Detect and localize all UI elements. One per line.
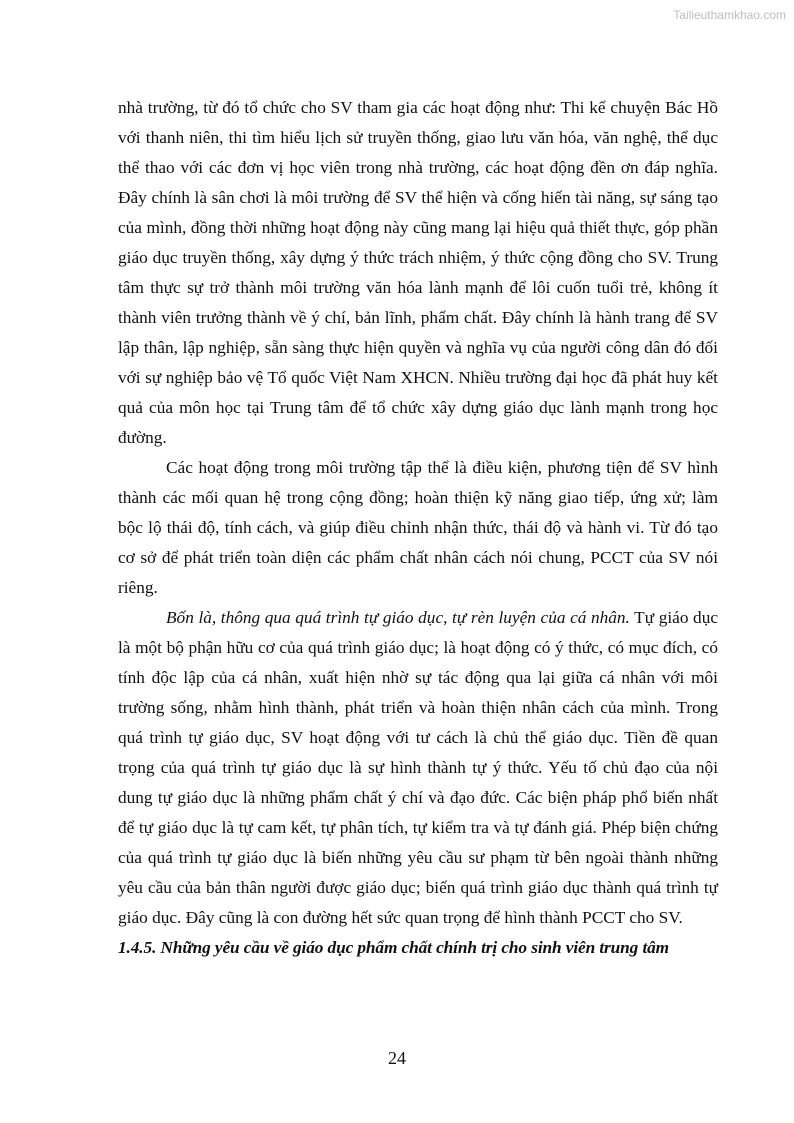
paragraph-lead-italic: Bốn là, thông qua quá trình tự giáo dục, tự rèn luyện của cá nhân. [166, 608, 630, 627]
watermark-text: Tailieuthamkhao.com [673, 8, 786, 22]
paragraph-continuation: nhà trường, từ đó tổ chức cho SV tham gia các hoạt động như: Thi kể chuyện Bác Hồ với thanh niên, thi tìm hiểu lịch sử truyền thống, giao lưu văn hóa, văn nghệ, thể dục thể thao với các đơn vị học viên trong nhà trường, các hoạt động đền ơn đáp nghĩa. Đây chính là sân chơi là môi trường để SV thể hiện và cống hiến tài năng, sự sáng tạo của mình, đồng thời những hoạt động này cũng mang lại hiệu quả thiết thực, góp phần giáo dục truyền thống, xây dựng ý thức trách nhiệm, ý thức cộng đồng cho SV. Trung tâm thực sự trở thành môi trường văn hóa lành mạnh để lôi cuốn tuổi trẻ, không ít thành viên trưởng thành về ý chí, bản lĩnh, phẩm chất. Đây chính là hành trang để SV lập thân, lập nghiệp, sẵn sàng thực hiện quyền và nghĩa vụ của người công dân đó đối với sự nghiệp bảo vệ Tổ quốc Việt Nam XHCN. Nhiều trường đại học đã phát huy kết quả của môn học tại Trung tâm để tổ chức xây dựng giáo dục lành mạnh trong học đường. [118, 98, 718, 447]
page-number: 24 [388, 1048, 406, 1068]
document-body [118, 93, 718, 963]
paragraph-collective-activities: Các hoạt động trong môi trường tập thể là điều kiện, phương tiện để SV hình thành các mối quan hệ trong cộng đồng; hoàn thiện kỹ năng giao tiếp, ứng xử; làm bộc lộ thái độ, tính cách, và giúp điều chỉnh nhận thức, thái độ và hành vi. Từ đó tạo cơ sở để phát triển toàn diện các phẩm chất nhân cách nói chung, PCCT của SV nói riêng. [118, 458, 718, 597]
paragraph-body-text: Tự giáo dục là một bộ phận hữu cơ của quá trình giáo dục; là hoạt động có ý thức, có mục đích, có tính độc lập của cá nhân, xuất hiện nhờ sự tác động qua lại giữa cá nhân với môi trường sống, nhằm hình thành, phát triển và hoàn thiện nhân cách của mình. Trong quá trình tự giáo dục, SV hoạt động với tư cách là chủ thể giáo dục. Tiền đề quan trọng của quá trình tự giáo dục là sự hình thành tự ý thức. Yếu tố chủ đạo của nội dung tự giáo dục là những phẩm chất ý chí và đạo đức. Các biện pháp phổ biến nhất để tự giáo dục là tự cam kết, tự phân tích, tự kiểm tra và tự đánh giá. Phép biện chứng của quá trình tự giáo dục là biến những yêu cầu sư phạm từ bên ngoài thành những yêu cầu của bản thân người được giáo dục; biến quá trình giáo dục thành quá trình tự giáo dục. Đây cũng là con đường hết sức quan trọng để hình thành PCCT cho SV. [118, 608, 719, 927]
section-heading: 1.4.5. Những yêu cầu về giáo dục phẩm chất chính trị cho sinh viên trung tâm [118, 938, 670, 957]
paragraph-self-education [118, 603, 718, 933]
